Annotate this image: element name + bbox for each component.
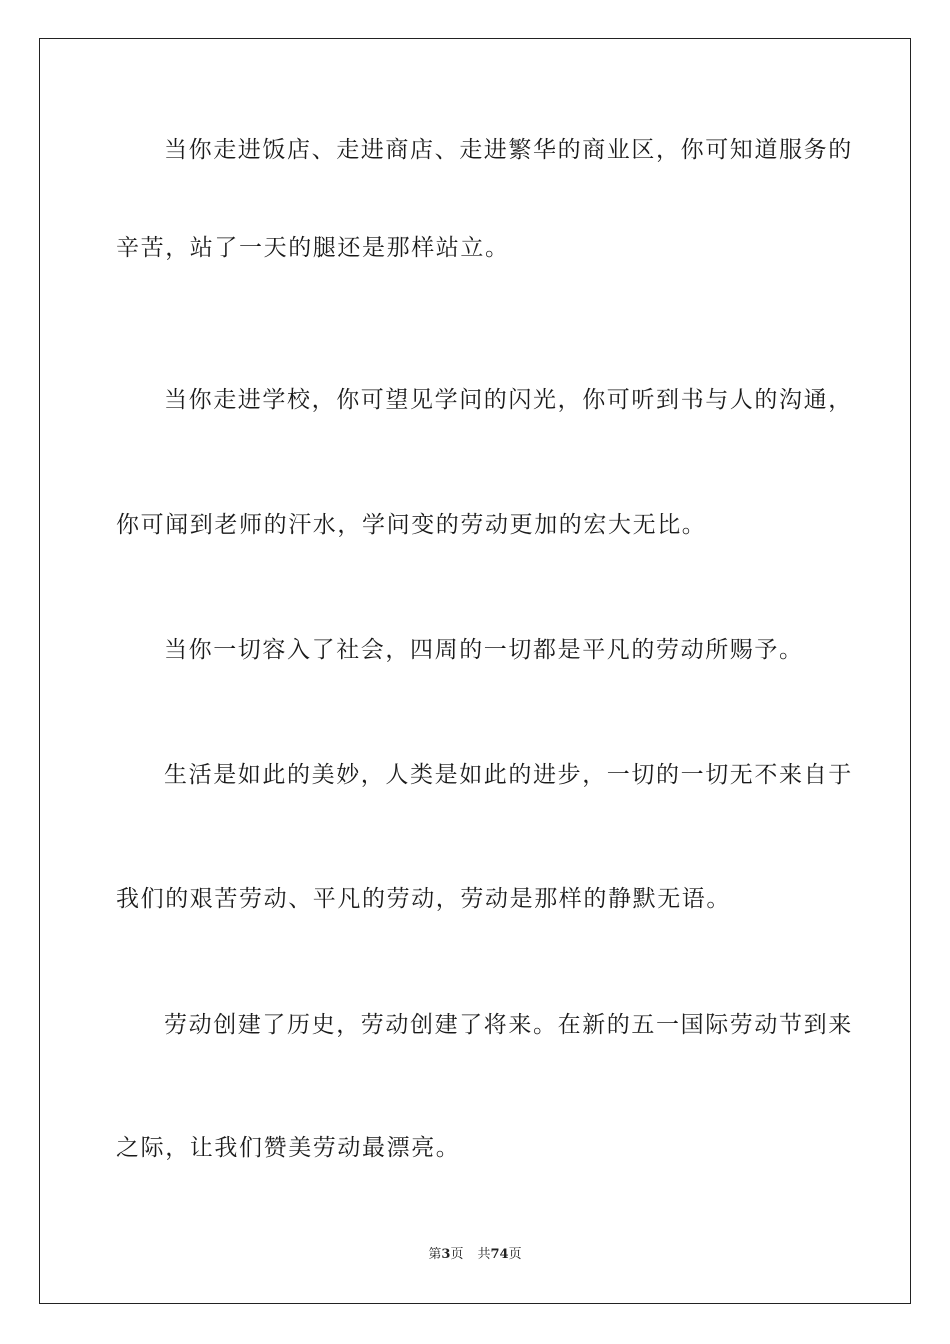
paragraph-4-line-2: 我们的艰苦劳动、平凡的劳动，劳动是那样的静默无语。: [116, 886, 731, 912]
footer-total-suffix: 页: [508, 1247, 522, 1262]
paragraph-2-line-1: 当你走进学校，你可望见学问的闪光，你可听到书与人的沟通，: [164, 387, 853, 413]
footer-page-number: 3: [441, 1247, 451, 1262]
footer-page-prefix: 第: [428, 1247, 442, 1262]
paragraph-4-line-1: 生活是如此的美妙，人类是如此的进步，一切的一切无不来自于: [164, 762, 853, 788]
paragraph-1-line-2: 辛苦，站了一天的腿还是那样站立。: [116, 235, 510, 261]
page-footer: [0, 1246, 950, 1264]
paragraph-1-line-1: 当你走进饭店、走进商店、走进繁华的商业区，你可知道服务的: [164, 137, 853, 163]
footer-total-prefix: 共: [477, 1247, 491, 1262]
paragraph-2-line-2: 你可闻到老师的汗水，学问变的劳动更加的宏大无比。: [116, 512, 707, 538]
footer-total-pages: 74: [490, 1247, 509, 1262]
paragraph-5-line-1: 劳动创建了历史，劳动创建了将来。在新的五一国际劳动节到来: [164, 1012, 853, 1038]
paragraph-3-line-1: 当你一切容入了社会，四周的一切都是平凡的劳动所赐予。: [164, 637, 804, 663]
footer-page-suffix: 页: [450, 1247, 464, 1262]
page-border: [39, 38, 911, 1304]
paragraph-5-line-2: 之际，让我们赞美劳动最漂亮。: [116, 1135, 461, 1161]
